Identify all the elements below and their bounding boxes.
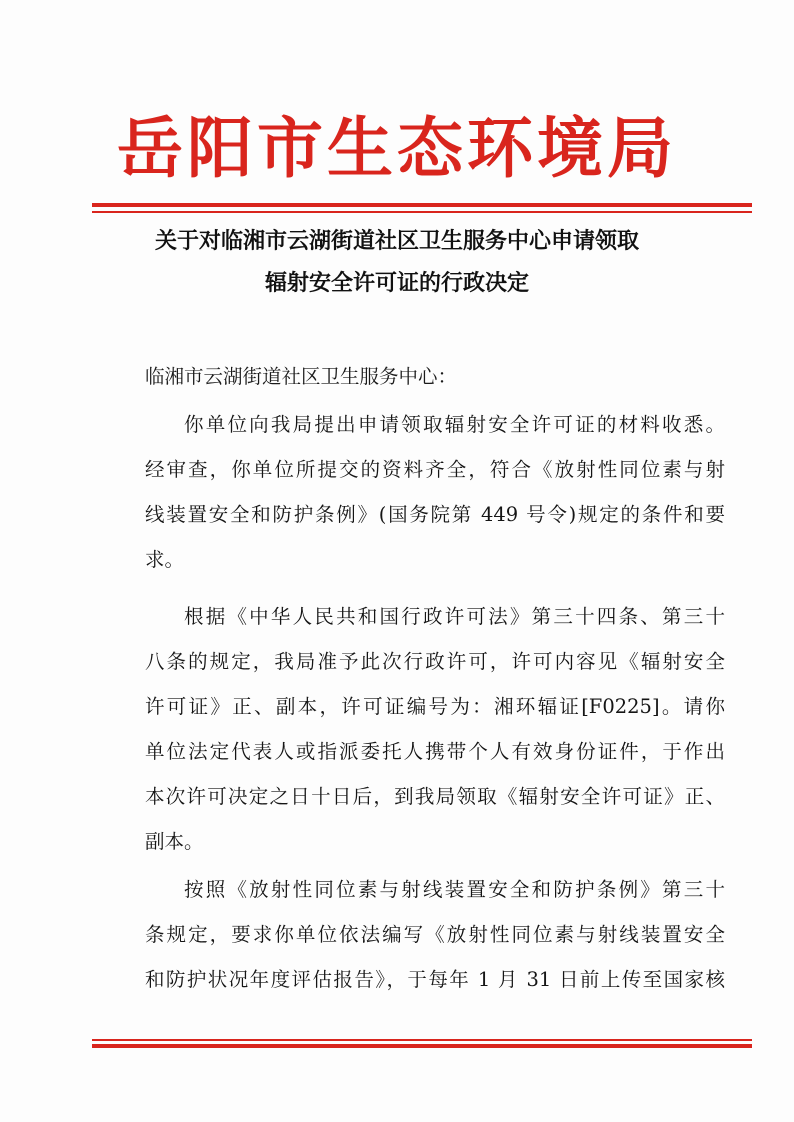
paragraph-1 <box>145 402 725 582</box>
paragraph-line: 单位法定代表人或指派委托人携带个人有效身份证件，于作出 <box>145 740 725 763</box>
paragraph-line: 八条的规定，我局准予此次行政许可，许可内容见《辐射安全 <box>145 650 725 673</box>
paragraph-line: 本次许可决定之日十日后，到我局领取《辐射安全许可证》正、 <box>145 785 725 808</box>
paragraph-line: 条规定，要求你单位依法编写《放射性同位素与射线装置安全 <box>145 923 725 946</box>
document-title-line-2: 辐射安全许可证的行政决定 <box>264 270 529 296</box>
header-red-rule-thick <box>92 203 752 207</box>
agency-name-header: 岳阳市生态环境局 <box>117 109 677 187</box>
addressee: 临湘市云湖街道社区卫生服务中心： <box>145 365 458 388</box>
paragraph-line: 经审查，你单位所提交的资料齐全，符合《放射性同位素与射 <box>145 458 725 481</box>
paragraph-3 <box>145 867 725 1002</box>
paragraph-line: 求。 <box>145 548 185 571</box>
paragraph-line: 副本。 <box>145 830 204 853</box>
paragraph-line: 你单位向我局提出申请领取辐射安全许可证的材料收悉。 <box>184 413 725 436</box>
paragraph-line: 线装置安全和防护条例》(国务院第 449 号令)规定的条件和要 <box>145 503 725 526</box>
paragraph-line: 和防护状况年度评估报告》，于每年 1 月 31 日前上传至国家核 <box>145 968 725 991</box>
footer-red-rule-thick <box>92 1044 752 1048</box>
footer-red-rule-thin <box>92 1039 752 1041</box>
document-title-line-1: 关于对临湘市云湖街道社区卫生服务中心申请领取 <box>154 228 639 254</box>
paragraph-line: 许可证》正、副本，许可证编号为：湘环辐证[F0225]。请你 <box>145 695 725 718</box>
paragraph-line: 根据《中华人民共和国行政许可法》第三十四条、第三十 <box>184 605 725 628</box>
header-red-rule-thin <box>92 211 752 213</box>
paragraph-2 <box>145 594 725 864</box>
paragraph-line: 按照《放射性同位素与射线装置安全和防护条例》第三十 <box>184 878 725 901</box>
